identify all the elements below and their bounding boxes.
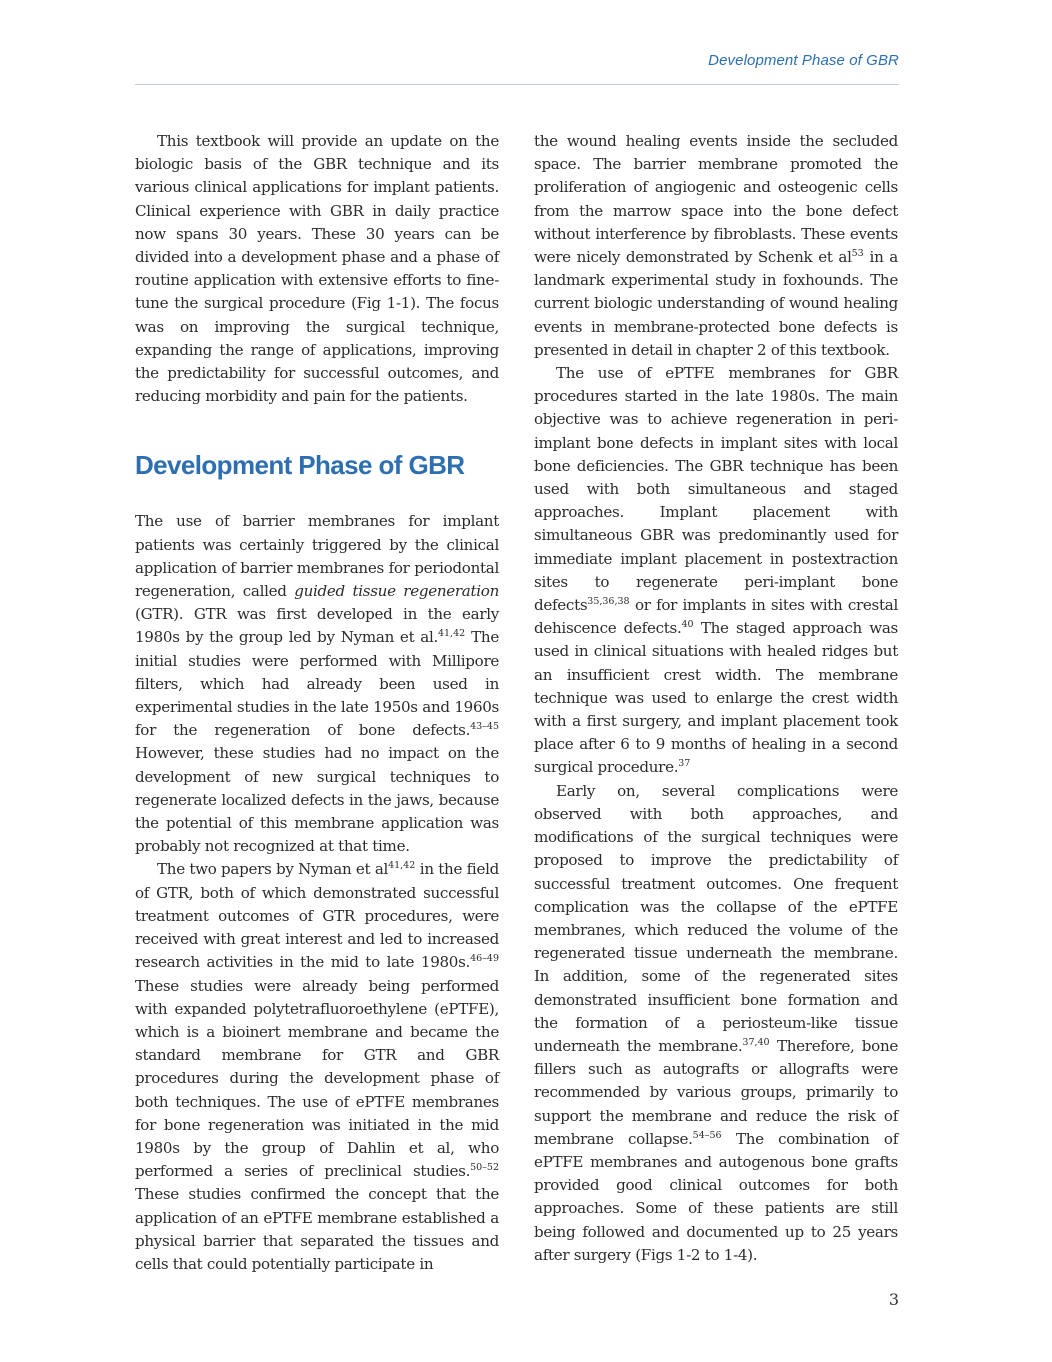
text-run: Early on, several complications were observed with both approaches, and modifications of the surgical techniques were proposed to improve the predictability of successful treatment outcomes. One frequent complication was the collapse of the ePTFE membranes, which reduced the volume of the regenerated tissue underneath the membrane. In addition, some of the regenerated sites demonstrated insufficient bone formation and the formation of a periosteum-like tissue underneath the membrane. (534, 781, 898, 1055)
text-run: Therefore, bone fillers such as autografts or allografts were recommended by various groups, primarily to support the membrane and reduce the risk of membrane collapse. (534, 1036, 898, 1148)
text-run: the wound healing events inside the secluded space. The barrier membrane promoted the proliferation of angiogenic and osteogenic cells from the marrow space into the bone defect without interference by fibroblasts. These events were nicely demonstrated by Schenk et al (534, 132, 898, 267)
text-run: in a landmark experimental study in foxhounds. The current biologic understanding of wound healing events in membrane-protected bone defects is presented in detail in chapter 2 of this textbook. (534, 248, 898, 359)
citation-superscript: 37,40 (742, 1036, 770, 1048)
text-run: The use of ePTFE membranes for GBR procedures started in the late 1980s. The main objective was to achieve regeneration in peri-implant bone defects in implant sites with local bone deficiencies. The GBR technique has been used with both simultaneous and staged approaches. Implant placement with simultaneous GBR was predominantly used for immediate implant placement in postextraction sites to regenerate peri-implant bone defects (534, 364, 898, 615)
citation-superscript: 41,42 (438, 628, 466, 640)
text-run: However, these studies had no impact on the development of new surgical techniques to regenerate localized defects in the jaws, because the potential of this membrane application was probably not recognized at that time. (135, 744, 499, 856)
citation-superscript: 41,42 (388, 860, 416, 872)
text-run: The use of barrier membranes for implant patients was certainly triggered by the clinical application of barrier membranes for periodontal regeneration, called (135, 512, 499, 601)
paragraph-gtr-origin (135, 510, 499, 858)
citation-superscript: 35,36,38 (587, 596, 630, 608)
running-head: Development Phase of GBR (708, 52, 899, 69)
text-run: These studies confirmed the concept that the application of an ePTFE membrane established a physical barrier that separated the tissues and cells that could potentially participate in (135, 1185, 499, 1273)
italic-term: guided tissue regeneration (294, 582, 499, 601)
text-run: The staged approach was used in clinical situations with healed ridges but an insufficient crest width. The membrane technique was used to enlarge the crest width with a first surgery, and implant placement took place after 6 to 9 months of healing in a second surgical procedure. (534, 619, 899, 777)
text-run: The combination of ePTFE membranes and autogenous bone grafts provided good clinical outcomes for both approaches. Some of these patients are still being followed and documented up to 25 years after surgery (Figs 1-2 to 1-4). (534, 1129, 898, 1264)
citation-superscript: 53 (851, 248, 864, 260)
text-run: (GTR). GTR was first developed in the early 1980s by the group led by Nyman et al. (135, 605, 499, 647)
right-column (534, 130, 898, 1267)
text-run: in the field of GTR, both of which demonstrated successful treatment outcomes of GTR procedures, were received with great interest and led to increased research activities in the mid to late 1980s. (135, 860, 499, 972)
citation-superscript: 54–56 (692, 1129, 722, 1141)
section-heading: Development Phase of GBR (135, 450, 465, 481)
citation-superscript: 43–45 (470, 721, 499, 733)
left-column (135, 130, 499, 1276)
page-number: 3 (888, 1290, 899, 1309)
text-run: These studies were already being performed with expanded polytetrafluoroethylene (ePTFE), which is a bioinert membrane and became the standard membrane for GTR and GBR procedures during the development phase of both techniques. The use of ePTFE membranes for bone regeneration was initiated in the mid 1980s by the group of Dahlin et al, who performed a series of preclinical studies. (135, 976, 499, 1181)
text-run: The initial studies were performed with Millipore filters, which had already been used in experimental studies in the late 1950s and 1960s for the regeneration of bone defects. (135, 628, 499, 740)
paragraph-eptfe-research (135, 858, 499, 1276)
citation-superscript: 40 (681, 619, 694, 631)
paragraph-complications (534, 780, 898, 1267)
header-rule (135, 84, 899, 85)
text-run: The two papers by Nyman et al (157, 860, 389, 879)
intro-paragraph: This textbook will provide an update on the biologic basis of the GBR technique and its various clinical applications for implant patients. Clinical experience with GBR in daily practice now spans 30 years. These 30 years can be divided into a development phase and a phase of routine application with extensive efforts to fine-tune the surgical procedure (Fig 1-1). The focus was on improving the surgical technique, expanding the range of applications, improving the predictability for successful outcomes, and reducing morbidity and pain for the patients. (135, 132, 499, 406)
paragraph-gbr-procedures (534, 362, 898, 780)
citation-superscript: 50–52 (470, 1162, 499, 1174)
text-run: or for implants in sites with crestal dehiscence defects. (534, 596, 898, 638)
citation-superscript: 37 (678, 758, 691, 770)
paragraph-continued (534, 130, 898, 362)
citation-superscript: 46–49 (470, 953, 499, 965)
